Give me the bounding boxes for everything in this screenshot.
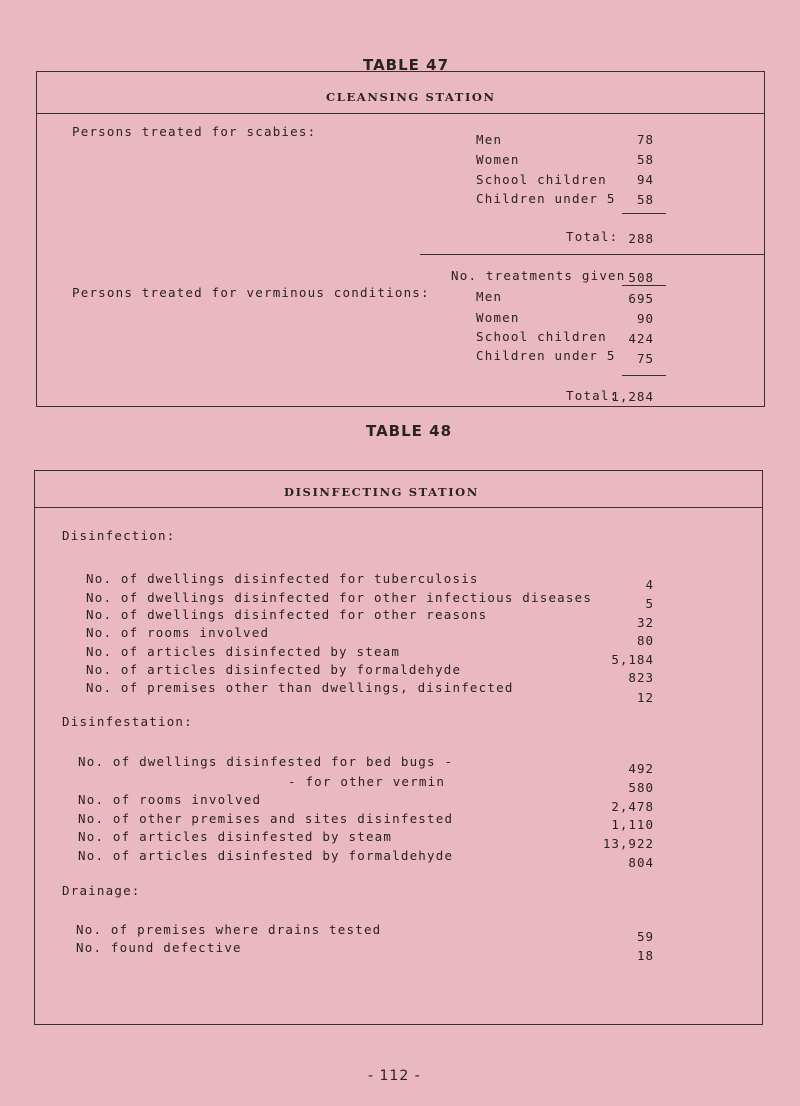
disinfection-row-value: 823 (628, 670, 654, 685)
disinfection-row-label: No. of dwellings disinfected for other infectious diseases (86, 590, 593, 605)
scabies-row-value: 58 (636, 152, 654, 167)
disinfestation-row-label: No. of other premises and sites disinfested (78, 811, 454, 826)
disinfection-row-value: 4 (645, 577, 654, 592)
disinfection-row-value: 32 (636, 615, 654, 630)
table-48-title: TABLE 48 (366, 422, 453, 440)
disinfection-row-label: No. of premises other than dwellings, disinfected (86, 680, 514, 695)
verminous-row-label: Men (476, 289, 503, 304)
treatments-rule (622, 285, 666, 286)
disinfestation-row-value: 1,110 (611, 817, 654, 832)
scabies-row-label: Women (476, 152, 520, 167)
drainage-section-label: Drainage: (62, 883, 141, 898)
verminous-row-label: School children (476, 329, 607, 344)
scabies-sum-rule (622, 213, 666, 214)
disinfection-section-label: Disinfection: (62, 528, 176, 543)
scabies-row-label: Men (476, 132, 503, 147)
disinfestation-row-label: - for other vermin (288, 774, 446, 789)
verminous-row-label: Women (476, 310, 520, 325)
disinfestation-row-label: No. of articles disinfested by formaldehyde (78, 848, 454, 863)
drainage-row-value: 59 (636, 929, 654, 944)
disinfection-row-value: 12 (636, 690, 654, 705)
disinfection-row-label: No. of rooms involved (86, 625, 270, 640)
disinfestation-row-value: 492 (628, 761, 654, 776)
disinfestation-row-label: No. of dwellings disinfested for bed bugs - (78, 754, 454, 769)
disinfestation-row-value: 804 (628, 855, 654, 870)
scabies-section-label: Persons treated for scabies: (72, 124, 317, 139)
drainage-row-label: No. found defective (76, 940, 242, 955)
disinfection-row-value: 80 (636, 633, 654, 648)
table-48-heading: DISINFECTING STATION (284, 485, 479, 499)
scabies-row-label: Children under 5 (476, 191, 616, 206)
scabies-total-label: Total: (566, 229, 619, 244)
table-48-header-rule (34, 507, 763, 508)
table-47-divider-rule (420, 254, 765, 255)
table-47-frame (36, 71, 765, 407)
scabies-total-value: 288 (628, 231, 654, 246)
disinfestation-row-value: 13,922 (602, 836, 654, 851)
table-47-header-rule (36, 113, 765, 114)
disinfection-row-value: 5 (645, 596, 654, 611)
scabies-row-value: 94 (636, 172, 654, 187)
treatments-value: 508 (628, 270, 654, 285)
treatments-label: No. treatments given (451, 268, 626, 283)
disinfection-row-value: 5,184 (611, 652, 654, 667)
disinfestation-row-value: 2,478 (611, 799, 654, 814)
scabies-row-label: School children (476, 172, 607, 187)
verminous-row-value: 424 (628, 331, 654, 346)
verminous-row-value: 90 (636, 311, 654, 326)
table-47-heading: CLEANSING STATION (326, 90, 496, 104)
scabies-row-value: 58 (636, 192, 654, 207)
verminous-total-value: 1,284 (611, 389, 654, 404)
disinfection-row-label: No. of dwellings disinfected for other reasons (86, 607, 488, 622)
drainage-row-value: 18 (636, 948, 654, 963)
disinfestation-row-label: No. of rooms involved (78, 792, 262, 807)
disinfestation-row-value: 580 (628, 780, 654, 795)
drainage-row-label: No. of premises where drains tested (76, 922, 382, 937)
disinfestation-row-label: No. of articles disinfested by steam (78, 829, 393, 844)
verminous-total-label: Total: (566, 388, 619, 403)
table-47-title: TABLE 47 (363, 56, 450, 74)
verminous-section-label: Persons treated for verminous conditions: (72, 285, 430, 300)
verminous-row-value: 695 (628, 291, 654, 306)
scabies-row-value: 78 (636, 132, 654, 147)
verminous-row-value: 75 (636, 351, 654, 366)
disinfection-row-label: No. of articles disinfected by formaldehyde (86, 662, 462, 677)
verminous-sum-rule (622, 375, 666, 376)
page-number: - 112 - (368, 1068, 421, 1084)
disinfestation-section-label: Disinfestation: (62, 714, 193, 729)
verminous-row-label: Children under 5 (476, 348, 616, 363)
disinfection-row-label: No. of articles disinfected by steam (86, 644, 401, 659)
disinfection-row-label: No. of dwellings disinfected for tuberculosis (86, 571, 479, 586)
